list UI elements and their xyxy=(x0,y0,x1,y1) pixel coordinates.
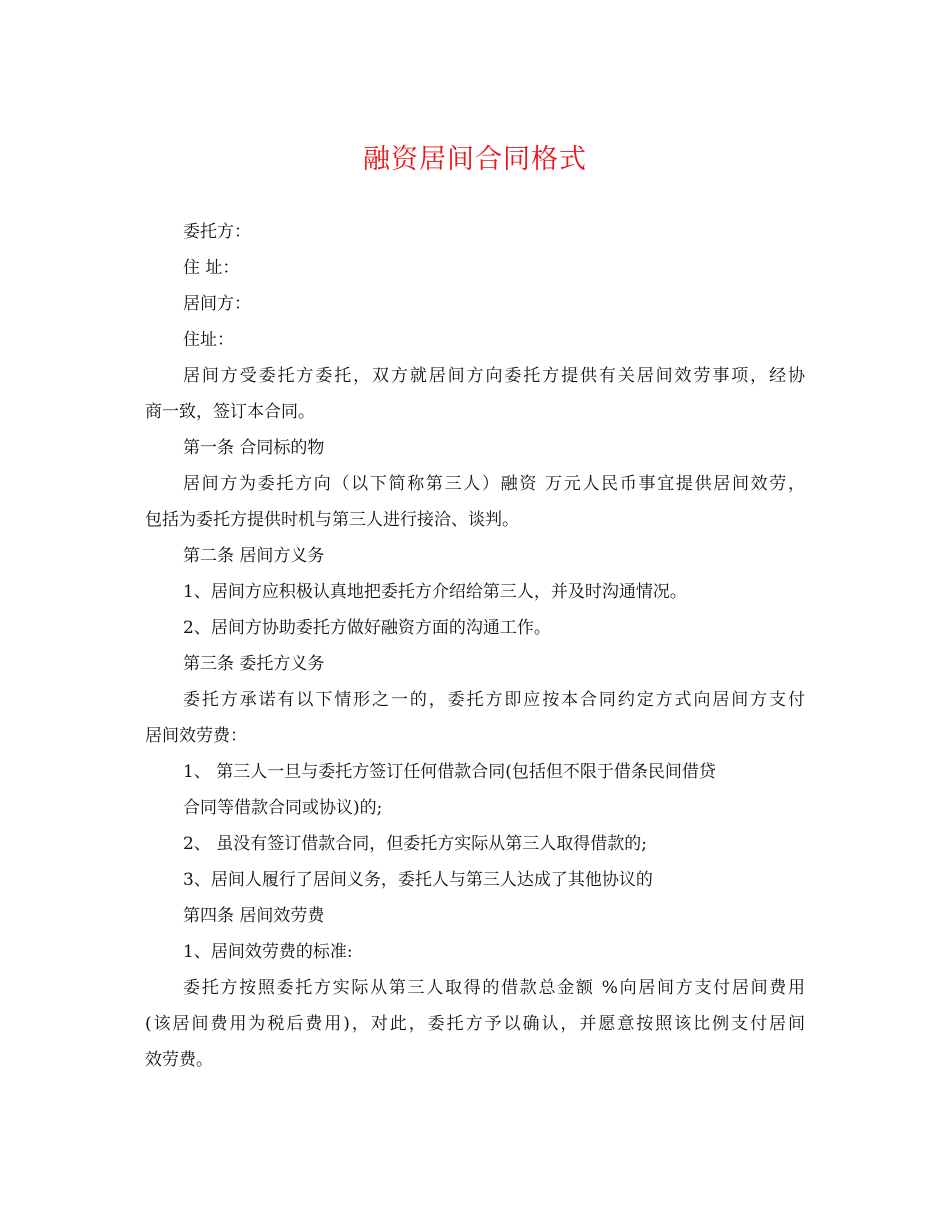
article-3-item-1-line-1: 1、 第三人一旦与委托方签订任何借款合同(包括但不限于借条民间借贷 xyxy=(183,762,716,782)
client-address-label: 住 址： xyxy=(183,258,240,278)
article-4-line-2: (该居间费用为税后费用)，对此，委托方予以确认，并愿意按照该比例支付居间 xyxy=(145,1014,805,1034)
article-2-heading: 第二条 居间方义务 xyxy=(183,546,325,566)
article-4-item-1: 1、居间效劳费的标准: xyxy=(183,942,353,962)
article-3-line-1: 委托方承诺有以下情形之一的，委托方即应按本合同约定方式向居间方支付 xyxy=(183,690,805,710)
article-2-item-2: 2、居间方协助委托方做好融资方面的沟通工作。 xyxy=(183,618,551,638)
article-3-item-1-line-2: 合同等借款合同或协议)的; xyxy=(183,798,383,818)
client-label: 委托方： xyxy=(183,222,251,242)
article-1-heading: 第一条 合同标的物 xyxy=(183,438,325,458)
preamble-line-2: 商一致，签订本合同。 xyxy=(145,402,315,422)
article-4-line-3: 效劳费。 xyxy=(145,1050,213,1070)
article-3-heading: 第三条 委托方义务 xyxy=(183,654,325,674)
intermediary-address-label: 住址： xyxy=(183,330,234,350)
preamble-line-1: 居间方受委托方委托，双方就居间方向委托方提供有关居间效劳事项，经协 xyxy=(183,366,805,386)
article-3-item-3: 3、居间人履行了居间义务，委托人与第三人达成了其他协议的 xyxy=(183,870,653,890)
article-3-item-2: 2、 虽没有签订借款合同，但委托方实际从第三人取得借款的; xyxy=(183,834,647,854)
article-4-heading: 第四条 居间效劳费 xyxy=(183,906,325,926)
article-1-line-2: 包括为委托方提供时机与第三人进行接洽、谈判。 xyxy=(145,510,519,530)
article-2-item-1: 1、居间方应积极认真地把委托方介绍给第三人，并及时沟通情况。 xyxy=(183,582,687,602)
document-title: 融资居间合同格式 xyxy=(363,144,587,175)
document-body xyxy=(145,214,805,1078)
article-3-line-2: 居间效劳费： xyxy=(145,726,247,746)
intermediary-label: 居间方： xyxy=(183,294,251,314)
article-1-line-1: 居间方为委托方向（以下简称第三人）融资 万元人民币事宜提供居间效劳， xyxy=(183,474,805,494)
article-4-line-1: 委托方按照委托方实际从第三人取得的借款总金额 %向居间方支付居间费用 xyxy=(183,978,805,998)
